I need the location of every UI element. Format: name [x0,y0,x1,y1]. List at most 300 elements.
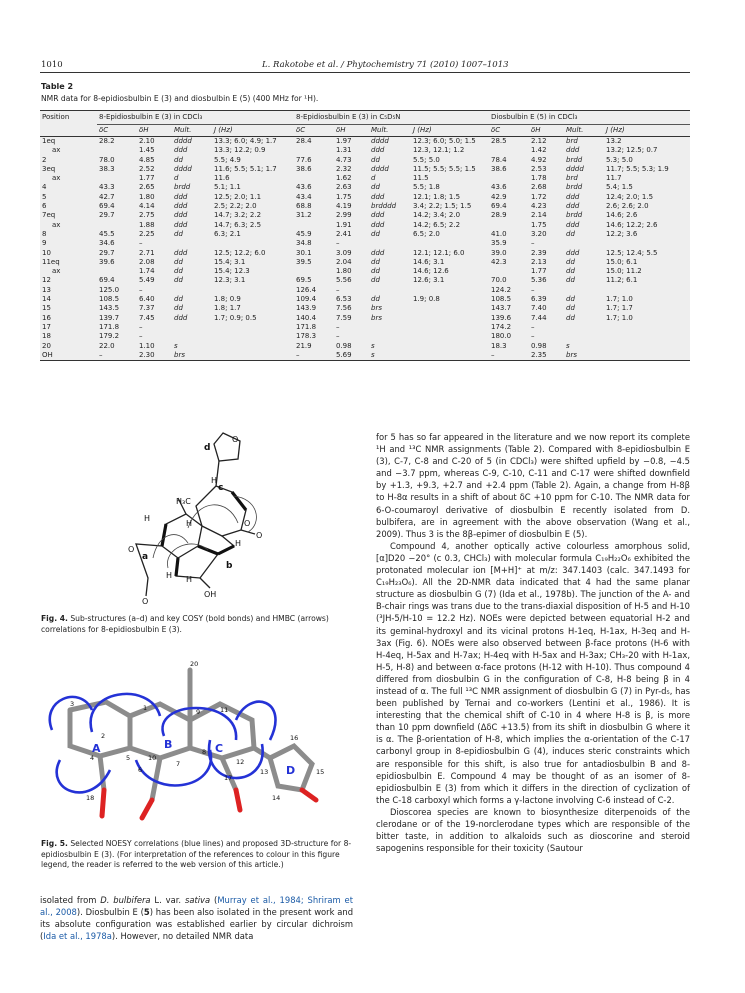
table-cell: – [336,285,340,294]
table-group-header-row [40,111,690,125]
table-row [40,342,690,351]
table-cell: brdd [566,211,583,220]
table-label: Table 2 [41,82,74,91]
table-cell [294,221,334,230]
table-cell: 1.74 [139,267,155,276]
table-row [40,146,690,155]
table-cell: 11.2; 6.1 [606,276,638,285]
table-cell: brs [371,313,382,322]
table-cell: dd [174,257,183,266]
table-cell: brdddd [371,202,397,211]
table-cell [369,332,411,341]
table-cell: dddd [371,137,389,145]
table-cell: – [139,285,143,294]
table-cell: 21.9 [296,341,312,350]
table-cell [369,239,411,248]
table-cell [97,174,137,183]
table-cell: 140.4 [296,313,317,322]
table-cell: 143.7 [491,304,512,313]
left-column-text [40,894,353,942]
table-cell: 180.0 [491,332,512,341]
table-cell: 12.2; 3.6 [606,229,638,238]
carbonyl-oxygen [236,790,240,810]
table-cell [212,351,294,361]
col-header: J (Hz) [411,125,489,137]
atom-number: 15 [316,768,325,776]
row-position-cell: 16 [42,313,51,322]
table-cell: 28.4 [296,137,312,145]
paragraph: for 5 has so far appeared in the literature and we now report its complete ¹H and ¹³C NMR assignments (Table 2). Compared with 8-epidiosbulbin E (3), C-7, C-8 and C-20 of 5 (in CDCl₃) were shifted upfield by −0.8, −4.5 and −3.7 ppm, whereas C-9, C-10, C-11 and C-17 were shifted downfield by +1.3, +9.3, +2.7 and +2.4 ppm (Table 2). Again, a change from H-8β to H-8α results in a shift of about δC +10 ppm for C-10. The NMR data for 6-O-coumaroyl derivative of diosbulbin E recently isolated from D. bulbifera, are in agreement with the above observation (Wang et al., 2009). Thus 3 is the 8β-epimer of diosbulbin E (5). [376,432,690,539]
table-cell: ddd [566,248,580,257]
col-header: δH [334,125,369,137]
table-cell: 12.6; 3.1 [413,276,445,285]
table-cell: 35.9 [491,239,507,248]
atom-number: 20 [190,660,199,668]
table-cell: 5.56 [336,276,352,285]
table-row [40,351,690,361]
table-row [40,230,690,239]
atom-number: 8 [202,748,207,756]
atom-number: 10 [148,754,157,762]
table-cell: 45.9 [296,229,312,238]
table-cell: dd [174,267,183,276]
table-cell: 139.7 [99,313,120,322]
table-cell: 3.20 [531,229,547,238]
table-cell: 45.5 [99,229,115,238]
table-cell: 1.7; 0.9; 0.5 [214,313,257,322]
table-cell [97,267,137,276]
table-row [40,137,690,147]
text-run: L. var. [150,895,185,905]
fig4-caption-text: Sub-structures (a–d) and key COSY (bold bonds) and HMBC (arrows) correlations for 8-epidiosbulbin E (3). [41,614,329,634]
table-cell: 4.23 [531,202,547,211]
table-row [40,286,690,295]
table-cell: 12.3; 3.1 [214,276,246,285]
table-cell: 39.6 [99,257,115,266]
table-cell: 22.0 [99,341,115,350]
col-header: δH [137,125,172,137]
row-position-cell: 3eq [42,164,56,173]
table-cell: brdd [174,183,191,192]
ring-a [176,554,218,578]
table-cell: dd [566,304,575,313]
table-cell: 7.40 [531,304,547,313]
table-cell: 43.6 [296,183,312,192]
table-cell: 29.7 [99,248,115,257]
table-cell: 15.4; 3.1 [214,257,246,266]
table-cell: dd [371,229,380,238]
table-cell: – [139,239,143,248]
table-cell: 174.2 [491,322,512,331]
group-header: 8-Epidiosbulbin E (3) in CDCl₃ [97,111,294,125]
citation-link[interactable]: Ida et al., 1978a [43,931,112,942]
table-cell: 41.0 [491,229,507,238]
label-h: H [144,514,151,523]
table-cell: 14.6; 2.6 [606,211,638,220]
table-cell: 125.0 [99,285,120,294]
table-cell: 171.8 [296,322,317,331]
label-o: O [232,435,239,444]
table-cell [489,146,529,155]
row-position-cell: 1eq [42,137,56,145]
table-row [40,323,690,332]
table-cell: 11.6; 5.5; 5.1; 1.7 [214,164,277,173]
table-cell: 28.5 [491,137,507,145]
table-cell: 5.69 [334,351,369,361]
table-cell [97,221,137,230]
position-header: Position [40,111,97,125]
table-cell: – [336,239,340,248]
table-cell [294,174,334,183]
table-cell: 12.1; 12.1; 6.0 [413,248,465,257]
table-row [40,156,690,165]
text-run: ) has been also isolated in the present work and its absolute configuration was established earlier by circular dichroism ( [40,907,354,942]
table-cell [212,239,294,248]
table-cell: 1.88 [139,220,155,229]
row-position-cell: 18 [42,332,51,341]
table-cell [604,351,690,361]
table-cell: 1.31 [336,146,352,155]
row-position-cell: 11eq [42,257,60,266]
table-cell: 15.0; 11.2 [606,267,642,276]
table-cell: 77.6 [296,155,312,164]
atom-number: 12 [236,758,245,766]
table-row [40,276,690,285]
table-cell: 5.36 [531,276,547,285]
table-cell: 14.7; 3.2; 2.2 [214,211,262,220]
ring-b2 [198,536,234,554]
table-cell: 2.39 [531,248,547,257]
paragraph: Compound 4, another optically active colourless amorphous solid, [α]D20 −20° (c 0.3, CHCl₃) with molecular formula C₁₉H₂₂O₆ exhibited the protonated molecular ion [M+H]⁺ at m/z: 347.1403 (calc. 347.1493 for C₁₉H₂₃O₆). All the 2D-NMR data indicated that 4 had the same planar structure as diosbulbin G (7) (Ida et al., 1978b). The junction of the A- and B-chair rings was trans due to the trans-diaxial disposition of H-5 and H-10 (³JH-5/H-10 = 12.2 Hz). NOEs were depicted between equatorial H-2 and its geminal-hydroxyl and its vicinal protons H-1eq, H-1ax, H-3eq and H-3ax (Fig. 6). NOEs were also observed between β-face protons (H-6 with H-4eq, H-5ax and H-7ax; H-4eq with H-5ax and H-3ax; CH₃-20 with H-1ax, H-5, H-8) and between α-face protons (H-12 with H-10). Thus compound 4 differed from diosbulbin G in the configuration of C-8, H-8 being β in 4 instead of α. The full ¹³C NMR assignment of diosbulbin G (7) in Pyr-d₅, has been published by Ternai and co-workers (Lentini et al., 1986). It is interesting that the chemical shift of C-10 in 4 where H-8 is β, is more than 10 ppm downfield (ΔδC +13.5) from its shift in diosbulbin G where it is α. The β-orientation of H-8, which implies the α-orientation of the C-17 carbonyl group in 8-epidiosbulbin G (4), induces steric constraints which are responsible for this shift, is also true for antadiosbulbin B and 8-epidiosbulbin E. Compound 4 may be thought of as an isomer of 8-epidiosbulbin E (3) from which it differs in the direction of cyclization of the C-18 carboxyl which forms a γ-lactone involving C-6 instead of C-2. [376,540,690,805]
cosy-bond [218,546,234,554]
table-cell: 69.4 [99,276,115,285]
table-cell [604,342,690,351]
ring-c [196,486,246,536]
table-cell: 7.37 [139,304,155,313]
table-cell [172,286,212,295]
table-cell: – [531,332,535,341]
table-cell: 179.2 [99,332,120,341]
table-cell: 34.6 [99,239,115,248]
cosy-bond [232,492,246,510]
table-cell: 70.0 [491,276,507,285]
table-cell: s [369,351,411,361]
table-cell: dd [566,313,575,322]
table-cell [411,323,489,332]
table-cell: 68.8 [296,202,312,211]
table-cell: 29.7 [99,211,115,220]
fig5-caption-label: Fig. 5. [41,839,68,848]
table-cell: dddd [371,164,389,173]
row-position-cell: 7eq [42,211,56,220]
table-cell: 4.14 [139,202,155,211]
table-cell [604,323,690,332]
table-cell: brd [566,137,578,145]
table-cell: 69.4 [99,202,115,211]
table-cell: ddd [174,248,188,257]
label-h3c: H₃C [176,497,191,506]
table-cell [212,342,294,351]
table-cell [489,267,529,276]
ring-label-b: B [164,738,173,751]
table-cell [604,239,690,248]
table-row [40,211,690,220]
table-cell: brs [172,351,212,361]
table-cell: 5.4; 1.5 [606,183,633,192]
table-cell: 1.77 [139,174,155,183]
table-cell: 7.56 [336,304,352,313]
hmbc-arrow [188,505,238,528]
atom-number: 7 [176,760,181,768]
table-cell [369,286,411,295]
atom-number: 3 [70,700,75,708]
text-run: sativa [184,895,211,905]
table-cell: 2.30 [137,351,172,361]
ring-lactone [136,544,162,596]
atom-number: 14 [272,794,281,802]
table-cell: 2.68 [531,183,547,192]
table-cell: d [174,174,179,183]
table-cell: 1.78 [531,174,547,183]
table-cell: 28.9 [491,211,507,220]
table-cell: 14.6; 12.2; 2.6 [606,220,658,229]
table-cell: ddd [371,192,385,201]
table-cell: – [336,332,340,341]
table-cell: 5.5; 5.0 [413,155,440,164]
table-cell: dd [371,257,380,266]
col-header: Mult. [564,125,604,137]
cosy-bond [162,524,166,546]
table-cell: 1.8; 1.7 [214,304,241,313]
table-cell: 69.4 [491,202,507,211]
table-cell: d [371,174,376,183]
table-cell: 0.98 [531,341,547,350]
col-header: J (Hz) [604,125,690,137]
table-cell: 1.7; 1.0 [606,295,633,304]
row-position-cell: ax [52,174,61,183]
table-row [40,332,690,341]
label-o: O [128,545,135,554]
table-cell: 1.80 [139,192,155,201]
row-position-cell: 8 [42,229,47,238]
table-cell: 12.5; 12.4; 5.5 [606,248,658,257]
table-cell: 43.3 [99,183,115,192]
table-cell: 4.73 [336,155,352,164]
table-cell: 7.59 [336,313,352,322]
table-cell: 28.2 [99,137,115,145]
atom-number: 18 [86,794,95,802]
row-position-cell: 2 [42,155,47,164]
table-cell: 108.5 [99,295,120,304]
table-cell: 38.6 [296,164,312,173]
table-cell: 78.4 [491,155,507,164]
table-cell [172,332,212,341]
table-cell [564,286,604,295]
table-cell [212,323,294,332]
table-cell: ddd [566,192,580,201]
table-cell: 2.71 [139,248,155,257]
table-cell: dddd [174,164,192,173]
label-c: c [218,483,224,493]
furan-oxygen [302,790,316,800]
table-cell [411,286,489,295]
table-cell: brs [371,304,382,313]
table-cell: 2.75 [139,211,155,220]
table-cell: 1.45 [139,146,155,155]
table-cell: 15.4; 12.3 [214,267,250,276]
label-oh: OH [204,590,217,599]
table-cell: s [566,341,570,350]
table-cell: 3.4; 2.2; 1.5; 1.5 [413,202,472,211]
table-cell: 108.5 [491,295,512,304]
table-cell: dd [566,267,575,276]
table-cell: ddd [566,202,580,211]
table-cell: 7.44 [531,313,547,322]
table-cell: 11.7; 5.5; 5.3; 1.9 [606,164,669,173]
row-position-cell: 17 [42,322,51,331]
table-cell: brs [564,351,604,361]
table-cell: 1.80 [336,267,352,276]
table-cell: 2.99 [336,211,352,220]
table-cell: 2.52 [139,164,155,173]
table-cell: 1.9; 0.8 [413,295,440,304]
table-cell: 1.97 [336,137,352,145]
table-cell: 2.65 [139,183,155,192]
row-position-cell: 4 [42,183,47,192]
right-column-text [376,431,690,854]
table-cell: – [294,351,334,361]
table-cell: dddd [566,164,584,173]
label-a: a [142,552,149,562]
table-cell: 11.5; 5.5; 5.5; 1.5 [413,164,476,173]
table-cell: 42.7 [99,192,115,201]
atom-number: 2 [101,732,106,740]
table-cell [411,351,489,361]
label-o: O [244,519,251,528]
text-run: ( [210,895,218,905]
citation-link[interactable]: Murray et al., 1984; Shriram et al., 2008 [40,895,353,918]
table-cell: dd [371,276,380,285]
table-cell: 39.0 [491,248,507,257]
table-cell: 13.3; 12.2; 0.9 [214,146,266,155]
table-cell: dd [174,295,183,304]
table-cell [604,332,690,341]
table-cell: 2.5; 2.2; 2.0 [214,202,257,211]
table-cell: 2.32 [336,164,352,173]
table-row [40,258,690,267]
table-cell: dd [371,267,380,276]
table-cell: – [531,285,535,294]
table-cell: dd [566,276,575,285]
table-cell: 5.1; 1.1 [214,183,241,192]
table-row [40,221,690,230]
table-cell: 2.53 [531,164,547,173]
table-cell: 6.40 [139,295,155,304]
label-h: H [166,571,173,580]
table-cell [172,239,212,248]
table-cell: dd [371,183,380,192]
table-cell: 2.13 [531,257,547,266]
table-cell: 13.2; 12.5; 0.7 [606,146,658,155]
table-cell: 1.42 [531,146,547,155]
text-run: D. bulbifera [100,895,151,905]
ring-label-c: C [215,742,224,755]
table-cell: 12.3; 6.0; 5.0; 1.5 [413,137,476,145]
table-cell: 78.0 [99,155,115,164]
table-cell: 2.63 [336,183,352,192]
table-cell: 3.09 [336,248,352,257]
col-header: δC [294,125,334,137]
table-cell: 42.3 [491,257,507,266]
table-cell: 126.4 [296,285,317,294]
label-o: O [142,597,149,606]
col-header: δC [97,125,137,137]
table-cell: 43.6 [491,183,507,192]
row-position-cell: OH [40,351,97,361]
running-title: L. Rakotobe et al. / Phytochemistry 71 (2010) 1007–1013 [262,60,509,70]
table-cell: ddd [371,220,385,229]
table-cell: brd [566,174,578,183]
cosy-bond [176,558,178,576]
table-cell: 1.77 [531,267,547,276]
table-row [40,304,690,313]
ring-label-d: D [286,764,296,777]
table-cell: 43.4 [296,192,312,201]
table-cell: – [489,351,529,361]
col-header: δC [489,125,529,137]
table-cell: 178.3 [296,332,317,341]
table-cell: 2.6; 2.6; 2.0 [606,202,649,211]
header-rule [40,72,690,73]
table-cell [411,332,489,341]
table-cell: ddd [174,146,188,155]
row-position-cell: 14 [42,295,51,304]
table-cell: 0.98 [336,341,352,350]
table-cell: 2.04 [336,257,352,266]
table-cell [489,221,529,230]
table-row [40,165,690,174]
fig4-caption-label: Fig. 4. [41,614,68,623]
row-position-cell: 6 [42,202,47,211]
table-cell: 1.7; 1.0 [606,313,633,322]
table-cell: 14.2; 3.4; 2.0 [413,211,461,220]
table-cell: ddd [371,146,385,155]
page-number: 1010 [41,60,63,70]
table-cell: dd [566,295,575,304]
table-cell: 2.14 [531,211,547,220]
table-cell: 5.3; 5.0 [606,155,633,164]
table-cell [411,239,489,248]
label-d: d [204,443,211,453]
atom-number: 17 [224,774,233,782]
table-row [40,193,690,202]
table-cell: 4.19 [336,202,352,211]
table-cell: 2.25 [139,229,155,238]
table-cell: dd [174,155,183,164]
row-position-cell: 15 [42,304,51,313]
table-cell: 30.1 [296,248,312,257]
col-header: δH [529,125,564,137]
table-cell: 14.6; 12.6 [413,267,449,276]
table-cell: 1.62 [336,174,352,183]
table-cell: 1.75 [531,220,547,229]
table-cell: dd [371,155,380,164]
table-cell: 1.10 [139,341,155,350]
table-cell: ddd [371,211,385,220]
label-h: H [186,575,193,584]
label-h: H [235,539,242,548]
table-cell: 139.6 [491,313,512,322]
